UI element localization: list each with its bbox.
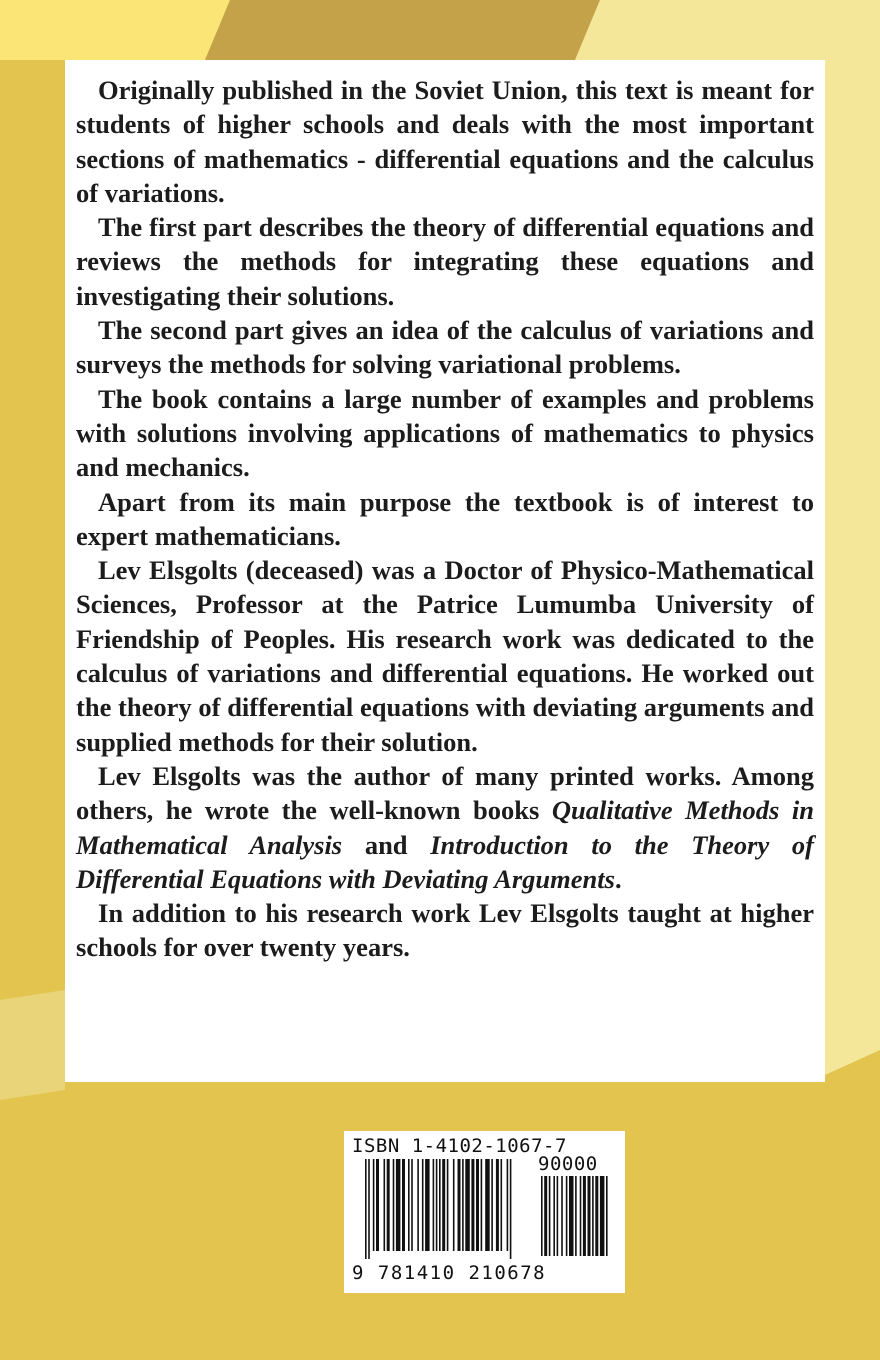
price-code-text: 90000 <box>538 1153 598 1175</box>
barcode-bar <box>549 1176 551 1256</box>
barcode-bar <box>566 1176 568 1256</box>
barcode-bar <box>553 1176 555 1256</box>
barcode-bar <box>402 1159 405 1251</box>
barcode-bar <box>481 1159 483 1251</box>
barcode-bar <box>436 1159 438 1251</box>
barcode-bar <box>387 1159 390 1251</box>
barcode-bar <box>417 1159 419 1251</box>
blurb-paragraph-1: Originally published in the Soviet Union, this text is meant for students of higher schools and deals with the most important sections of mathematics - differential equations and the calculus of variations. <box>76 75 814 208</box>
barcode-bar <box>442 1159 445 1251</box>
barcode-label <box>344 1131 625 1293</box>
book-title-deviating-arguments: Introduction to the Theory of Differential Equations with Deviating Arguments <box>76 829 814 894</box>
barcode-bar <box>569 1176 574 1256</box>
book-title-qualitative-methods: Qualitative Methods in Mathematical Analysis <box>76 795 814 860</box>
barcode-bar <box>425 1159 430 1251</box>
barcode-bar <box>447 1159 449 1251</box>
barcode-bar <box>411 1159 413 1251</box>
barcode-bar <box>580 1176 582 1256</box>
barcode-bar <box>541 1176 543 1256</box>
barcode-bar <box>471 1159 474 1251</box>
barcode-bar <box>368 1159 370 1259</box>
barcode-bar <box>491 1159 493 1251</box>
barcode-bar <box>396 1159 401 1251</box>
barcode-bar <box>485 1159 490 1251</box>
barcode-bar <box>583 1176 586 1256</box>
barcode-bar <box>365 1159 367 1259</box>
barcode-bar <box>510 1159 512 1259</box>
barcode-bar <box>453 1159 455 1251</box>
barcode-bar <box>575 1176 577 1256</box>
barcode-bar <box>476 1159 479 1251</box>
works-intro: Lev Elsgolts was the author of many printed works. Among others, he wrote the well-known books <box>76 760 814 826</box>
isbn-text: ISBN 1-4102-1067-7 <box>352 1135 567 1157</box>
barcode-bar <box>600 1176 605 1256</box>
ean-barcode-bars <box>364 1159 534 1264</box>
barcode-bar <box>465 1159 470 1251</box>
blurb-paragraph-5: Apart from its main purpose the textbook is of interest to expert mathematicians. <box>76 486 814 551</box>
barcode-bar <box>462 1159 464 1251</box>
barcode-bar <box>544 1176 547 1256</box>
barcode-bar <box>496 1159 499 1251</box>
barcode-bar <box>439 1159 441 1251</box>
ean-digits-text: 9 781410 210678 <box>352 1262 547 1284</box>
author-teaching-paragraph: In addition to his research work Lev Elsgolts taught at higher schools for over twenty years. <box>76 898 814 963</box>
barcode-bar <box>408 1159 410 1251</box>
works-end: . <box>614 863 622 894</box>
barcode-bar <box>393 1159 395 1251</box>
works-and: and <box>342 829 431 860</box>
barcode-bar <box>606 1176 608 1256</box>
barcode-bar <box>595 1176 598 1256</box>
addon-barcode-bars <box>540 1176 618 1264</box>
author-bio-paragraph: Lev Elsgolts (deceased) was a Doctor of Physico-Mathematical Sciences, Professor at the Patrice Lumumba University of Friendship of Peoples. His research work was dedicated to the calculus of variations and differential equations. He worked out the theory of differential equations with deviating arguments and supplied methods for their solution. <box>76 555 814 757</box>
barcode-bar <box>501 1159 503 1251</box>
blurb-paragraph-4: The book contains a large number of examples and problems with solutions involving applications of mathematics to physics and mechanics. <box>76 383 814 483</box>
blurb-paragraph-2: The first part describes the theory of differential equations and reviews the methods for integrating these equations and investigating their solutions. <box>76 212 814 311</box>
barcode-bar <box>592 1176 594 1256</box>
author-works-paragraph <box>76 759 814 896</box>
barcode-bar <box>384 1159 386 1251</box>
blurb-panel <box>65 60 825 1082</box>
barcode-bar <box>433 1159 435 1251</box>
barcode-bar <box>373 1159 375 1251</box>
barcode-bar <box>557 1176 559 1256</box>
barcode-bar <box>588 1176 591 1256</box>
barcode-bar <box>507 1159 509 1251</box>
blurb-paragraph-3: The second part gives an idea of the calculus of variations and surveys the methods for solving variational problems. <box>76 315 814 380</box>
barcode-bar <box>561 1176 563 1256</box>
barcode-bar <box>458 1159 461 1251</box>
barcode-bar <box>422 1159 424 1251</box>
barcode-bar <box>376 1159 379 1251</box>
